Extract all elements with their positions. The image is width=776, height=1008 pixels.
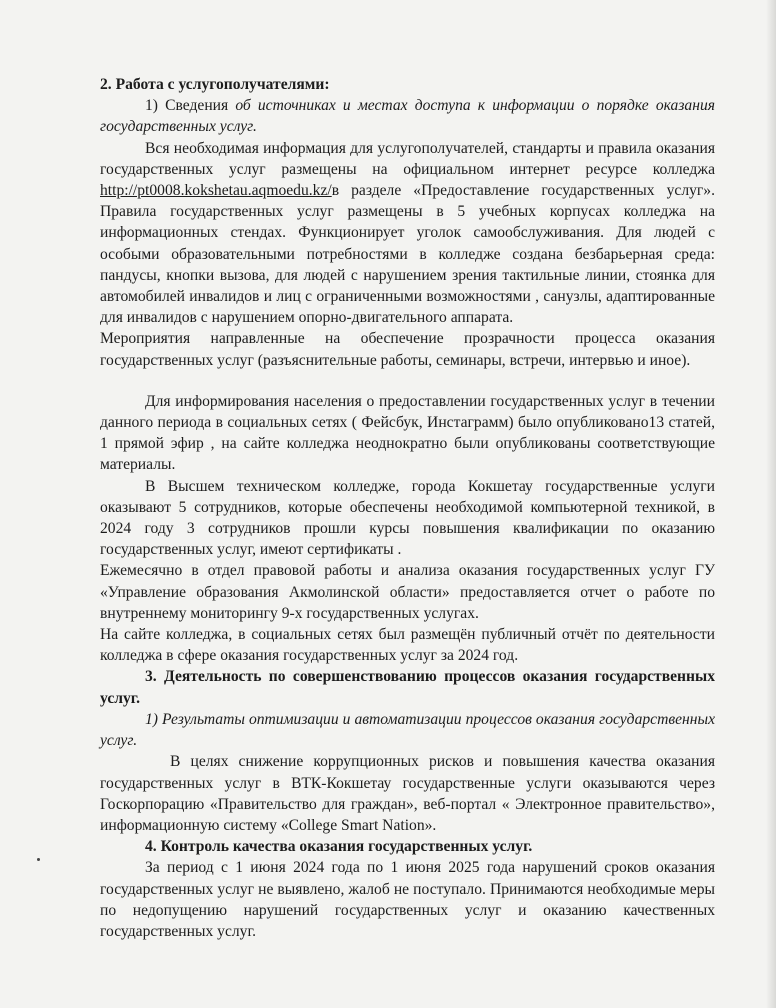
section-2-paragraph-4: В Высшем техническом колледже, города Кокшетау государственные услуги оказывают 5 сотрудников, которые обеспечены необходимой компьютерной техникой, в 2024 году 3 сотрудников прошли курсы повышения квалификации по оказанию государственных услуг, имеют сертификаты . (100, 477, 715, 559)
section-2-paragraph-3: Для информирования населения о предоставлении государственных услуг в течении данного периода в социальных сетях ( Фейсбук, Инстаграмм) было опубликовано13 статей, 1 прямой эфир , на сайте колледжа неоднократно были опубликованы соответствующие материалы. (100, 392, 715, 474)
section-4-heading: 4. Контроль качества оказания государственных услуг. (145, 838, 533, 856)
section-2-paragraph-2: Мероприятия направленные на обеспечение прозрачности процесса оказания государственных услуг (разъяснительные работы, семинары, встречи, интервью и иное). (100, 330, 715, 369)
section-2-heading: 2. Работа с услугополучателями: (100, 76, 330, 93)
subitem-italic-text: об источниках и местах доступа к информации о порядке оказания государственных услуг. (100, 97, 715, 136)
section-3-heading: 3. Деятельность по совершенствованию процессов оказания государственных услуг. (100, 668, 715, 707)
document-page (100, 72, 715, 942)
scan-edge (766, 0, 776, 1008)
section-3-paragraph-1: В целях снижение коррупционных рисков и повышения качества оказания государственных услуг в ВТК-Кокшетау государственные услуги оказываются через Госкорпорацию «Правительство для граждан», веб-портал « Электронное правительство», информационную систему «College Smart Nation». (100, 753, 715, 834)
section-3-subitem-1: 1) Результаты оптимизации и автоматизации процессов оказания государственных услуг. (100, 710, 715, 750)
section-2-paragraph-5: Ежемесячно в отдел правовой работы и анализа оказания государственных услуг ГУ «Управление образования Акмолинской области» предоставляется отчет о работе по внутреннему мониторингу 9-х государственных услугах. (100, 562, 715, 622)
section-2-subitem-1 (100, 95, 715, 137)
subitem-prefix: 1) Сведения (145, 97, 236, 115)
paragraph-text: Вся необходимая информация для услугополучателей, стандарты и правила оказания государственных услуг размещены на официальном интернет ресурсе колледжа (100, 139, 715, 178)
section-2-paragraph-6: На сайте колледжа, в социальных сетях был размещён публичный отчёт по деятельности колледжа в сфере оказания государственных услуг за 2024 год. (100, 626, 715, 665)
scan-speck (37, 858, 40, 861)
section-2-paragraph-1 (100, 138, 715, 329)
college-website-link[interactable]: http://pt0008.kokshetau.aqmoedu.kz/ (100, 182, 332, 200)
paragraph-text: в разделе «Предоставление государственных услуг». Правила государственных услуг размещены в 5 учебных корпусах колледжа на информационных стендах. Функционирует уголок самообслуживания. Для людей с особыми образовательными потребностями в колледже создана безбарьерная среда: пандусы, кнопки вызова, для людей с нарушением зрения тактильные линии, стоянка для автомобилей инвалидов и лиц с ограниченными возможностями , санузлы, адаптированные для инвалидов с нарушением опорно-двигательного аппарата. (100, 182, 715, 327)
section-4-paragraph-1: За период с 1 июня 2024 года по 1 июня 2025 года нарушений сроков оказания государственных услуг не выявлено, жалоб не поступало. Принимаются необходимые меры по недопущению нарушений государственных услуг и оказанию качественных государственных услуг. (100, 859, 715, 940)
